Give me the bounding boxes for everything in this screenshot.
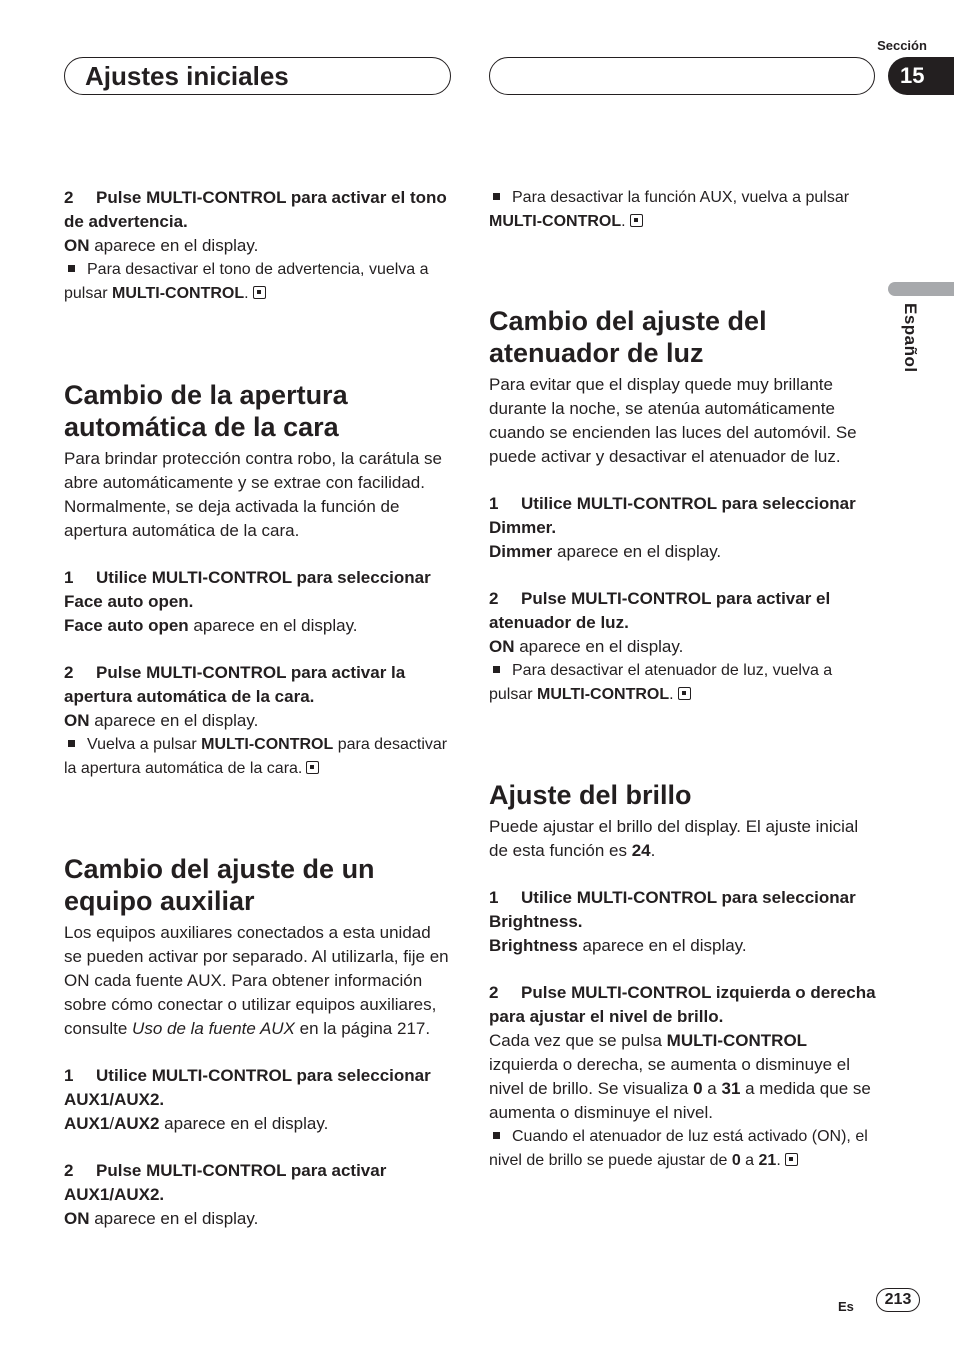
section-heading: Cambio del ajuste del atenuador de luz: [489, 306, 767, 368]
left-column: [64, 186, 452, 1231]
step-item: 2 Pulse MULTI-CONTROL para activar la apertura automática de la cara.: [64, 663, 406, 706]
page-number: 213: [876, 1288, 920, 1312]
step-result: AUX1/AUX2 aparece en el display.: [64, 1114, 329, 1133]
step-item: 2 Pulse MULTI-CONTROL para activar el tono de advertencia.: [64, 188, 447, 231]
end-of-section-icon: [678, 687, 691, 700]
bullet-square-icon: [493, 1132, 500, 1139]
end-of-section-icon: [306, 761, 319, 774]
step-item: 1 Utilice MULTI-CONTROL para seleccionar Brightness.: [489, 888, 856, 931]
section-label: Sección: [877, 38, 927, 53]
step-result: ON aparece en el display.: [64, 236, 259, 255]
bullet-square-icon: [68, 740, 75, 747]
step-result: ON aparece en el display.: [64, 1209, 259, 1228]
note: Para desactivar el atenuador de luz, vuelva a pulsar MULTI-CONTROL.: [489, 662, 833, 703]
bullet-square-icon: [68, 265, 75, 272]
step-result: ON aparece en el display.: [489, 637, 684, 656]
footer-language-code: Es: [838, 1299, 854, 1314]
language-tab-label: Español: [901, 303, 920, 373]
bullet-square-icon: [493, 193, 500, 200]
section-paragraph: Para evitar que el display quede muy brillante durante la noche, se atenúa automáticamente cuando se encienden las luces del automóvil. Se puede activar y desactivar el atenuador de luz.: [489, 375, 857, 466]
step-item: 1 Utilice MULTI-CONTROL para seleccionar Dimmer.: [489, 494, 856, 537]
bullet-square-icon: [493, 666, 500, 673]
chapter-title: Ajustes iniciales: [85, 61, 289, 91]
step-result: ON aparece en el display.: [64, 711, 259, 730]
end-of-section-icon: [630, 214, 643, 227]
section-paragraph: Los equipos auxiliares conectados a esta unidad se pueden activar por separado. Al utilizarla, fije en ON cada fuente AUX. Para obtener información sobre cómo conectar o utilizar equipos auxiliares, consulte Uso de la fuente AUX en la página 217.: [64, 923, 449, 1038]
header-right-bar: [489, 57, 875, 95]
section-number-badge: 15: [888, 57, 954, 95]
right-column: [489, 186, 877, 1173]
note: Para desactivar el tono de advertencia, vuelva a pulsar MULTI-CONTROL.: [64, 261, 429, 302]
step-item: 2 Pulse MULTI-CONTROL para activar AUX1/AUX2.: [64, 1161, 387, 1204]
section-heading: Cambio del ajuste de un equipo auxiliar: [64, 854, 375, 916]
step-item: 2 Pulse MULTI-CONTROL izquierda o derecha para ajustar el nivel de brillo.: [489, 983, 876, 1026]
step-result: Cada vez que se pulsa MULTI-CONTROL izquierda o derecha, se aumenta o disminuye el nivel de brillo. Se visualiza 0 a 31 a medida que se aumenta o disminuye el nivel.: [489, 1031, 871, 1122]
step-result: Face auto open aparece en el display.: [64, 616, 358, 635]
step-item: 2 Pulse MULTI-CONTROL para activar el atenuador de luz.: [489, 589, 831, 632]
end-of-section-icon: [785, 1153, 798, 1166]
header-left-bar: [64, 57, 451, 95]
note: Vuelva a pulsar MULTI-CONTROL para desactivar la apertura automática de la cara.: [64, 736, 448, 777]
section-paragraph: Puede ajustar el brillo del display. El ajuste inicial de esta función es 24.: [489, 817, 859, 860]
note: Cuando el atenuador de luz está activado (ON), el nivel de brillo se puede ajustar de 0 a 21.: [489, 1128, 868, 1169]
section-heading: Ajuste del brillo: [489, 780, 692, 810]
step-item: 1 Utilice MULTI-CONTROL para seleccionar Face auto open.: [64, 568, 431, 611]
section-heading: Cambio de la apertura automática de la cara: [64, 380, 348, 442]
step-result: Brightness aparece en el display.: [489, 936, 747, 955]
end-of-section-icon: [253, 286, 266, 299]
language-tab-marker: [888, 282, 954, 296]
note: Para desactivar la función AUX, vuelva a pulsar MULTI-CONTROL.: [489, 189, 850, 230]
step-result: Dimmer aparece en el display.: [489, 542, 722, 561]
section-paragraph: Para brindar protección contra robo, la carátula se abre automáticamente y se extrae con facilidad. Normalmente, se deja activada la función de apertura automática de la cara.: [64, 449, 442, 540]
step-item: 1 Utilice MULTI-CONTROL para seleccionar AUX1/AUX2.: [64, 1066, 431, 1109]
